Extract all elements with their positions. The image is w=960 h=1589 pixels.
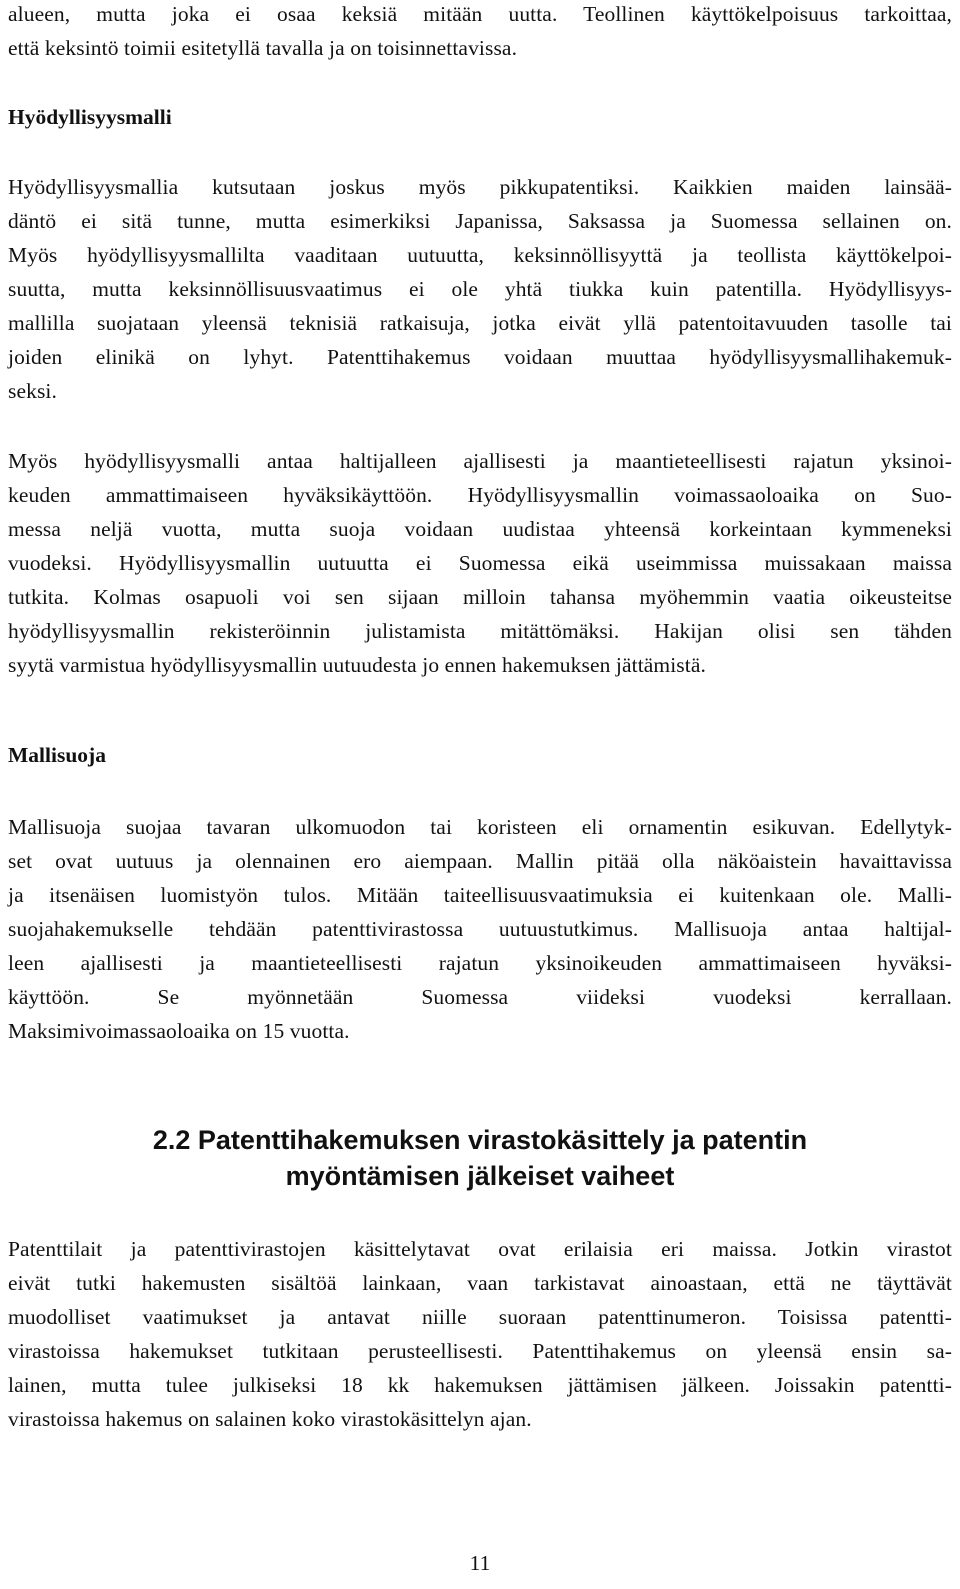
page-number: 11 <box>469 1551 491 1575</box>
subheading-mallisuoja: Mallisuoja <box>8 743 106 767</box>
paragraph-line: leen ajallisesti ja maantieteellisesti rajatun yksinoikeuden ammattimaiseen hyväksi- <box>8 951 952 975</box>
paragraph-line: muodolliset vaatimukset ja antavat niille suoraan patenttinumeron. Toisissa patentti- <box>8 1305 952 1329</box>
paragraph-line: messa neljä vuotta, mutta suoja voidaan uudistaa yhteensä korkeintaan kymmeneksi <box>8 517 952 541</box>
paragraph-line: että keksintö toimii esitetyllä tavalla ja on toisinnettavissa. <box>8 36 518 60</box>
paragraph-line: virastoissa hakemukset tutkitaan perusteellisesti. Patenttihakemus on yleensä ensin sa- <box>8 1339 952 1363</box>
paragraph-line: däntö ei sitä tunne, mutta esimerkiksi Japanissa, Saksassa ja Suomessa sellainen on. <box>8 209 952 233</box>
paragraph-line: vuodeksi. Hyödyllisyysmallin uutuutta ei Suomessa eikä useimmissa muissakaan maissa <box>8 551 952 575</box>
paragraph-line: eivät tutki hakemusten sisältöä lainkaan, vaan tarkistavat ainoastaan, että ne täyttävät <box>8 1271 952 1295</box>
paragraph-line: lainen, mutta tulee julkiseksi 18 kk hakemuksen jättämisen jälkeen. Joissakin patentti- <box>8 1373 952 1397</box>
paragraph-line: Patenttilait ja patenttivirastojen käsittelytavat ovat erilaisia eri maissa. Jotkin virastot <box>8 1237 952 1261</box>
paragraph-line: hyödyllisyysmallin rekisteröinnin julistamista mitättömäksi. Hakijan olisi sen tähden <box>8 619 952 643</box>
paragraph-line: joiden elinikä on lyhyt. Patenttihakemus voidaan muuttaa hyödyllisyysmallihakemuk- <box>8 345 952 369</box>
paragraph-line: suojahakemukselle tehdään patenttivirastossa uutuustutkimus. Mallisuoja antaa haltijal- <box>8 917 952 941</box>
paragraph-line: ja itsenäisen luomistyön tulos. Mitään taiteellisuusvaatimuksia ei kuitenkaan ole. Malli- <box>8 883 952 907</box>
paragraph-line: käyttöön. Se myönnetään Suomessa viideksi vuodeksi kerrallaan. <box>8 985 952 1009</box>
paragraph-line: Hyödyllisyysmallia kutsutaan joskus myös pikkupatentiksi. Kaikkien maiden lainsää- <box>8 175 952 199</box>
section-title: 2.2 Patenttihakemuksen virastokäsittely ja patentin <box>152 1125 808 1155</box>
paragraph-line: Mallisuoja suojaa tavaran ulkomuodon tai koristeen eli ornamentin esikuvan. Edellytyk- <box>8 815 952 839</box>
paragraph-line: keuden ammattimaiseen hyväksikäyttöön. Hyödyllisyysmallin voimassaoloaika on Suo- <box>8 483 952 507</box>
paragraph-line: suutta, mutta keksinnöllisuusvaatimus ei ole yhtä tiukka kuin patentilla. Hyödyllisyys- <box>8 277 952 301</box>
paragraph-line: Myös hyödyllisyysmalli antaa haltijalleen ajallisesti ja maantieteellisesti rajatun yksinoi- <box>8 449 952 473</box>
paragraph-line: tutkita. Kolmas osapuoli voi sen sijaan milloin tahansa myöhemmin vaatia oikeusteitse <box>8 585 952 609</box>
section-title: myöntämisen jälkeiset vaiheet <box>285 1161 675 1191</box>
paragraph-line: alueen, mutta joka ei osaa keksiä mitään uutta. Teollinen käyttökelpoisuus tarkoittaa, <box>8 2 952 26</box>
paragraph-line: syytä varmistua hyödyllisyysmallin uutuudesta jo ennen hakemuksen jättämistä. <box>8 653 706 677</box>
paragraph-line: Maksimivoimassaoloaika on 15 vuotta. <box>8 1019 350 1043</box>
subheading-hyodyllisyysmalli: Hyödyllisyysmalli <box>8 105 172 129</box>
paragraph-line: mallilla suojataan yleensä teknisiä ratkaisuja, jotka eivät yllä patentoitavuuden tasolle tai <box>8 311 952 335</box>
paragraph-line: seksi. <box>8 379 57 403</box>
paragraph-line: set ovat uutuus ja olennainen ero aiempaan. Mallin pitää olla näköaistein havaittavissa <box>8 849 952 873</box>
paragraph-line: Myös hyödyllisyysmallilta vaaditaan uutuutta, keksinnöllisyyttä ja teollista käyttökelpoi- <box>8 243 952 267</box>
paragraph-line: virastoissa hakemus on salainen koko virastokäsittelyn ajan. <box>8 1407 532 1431</box>
